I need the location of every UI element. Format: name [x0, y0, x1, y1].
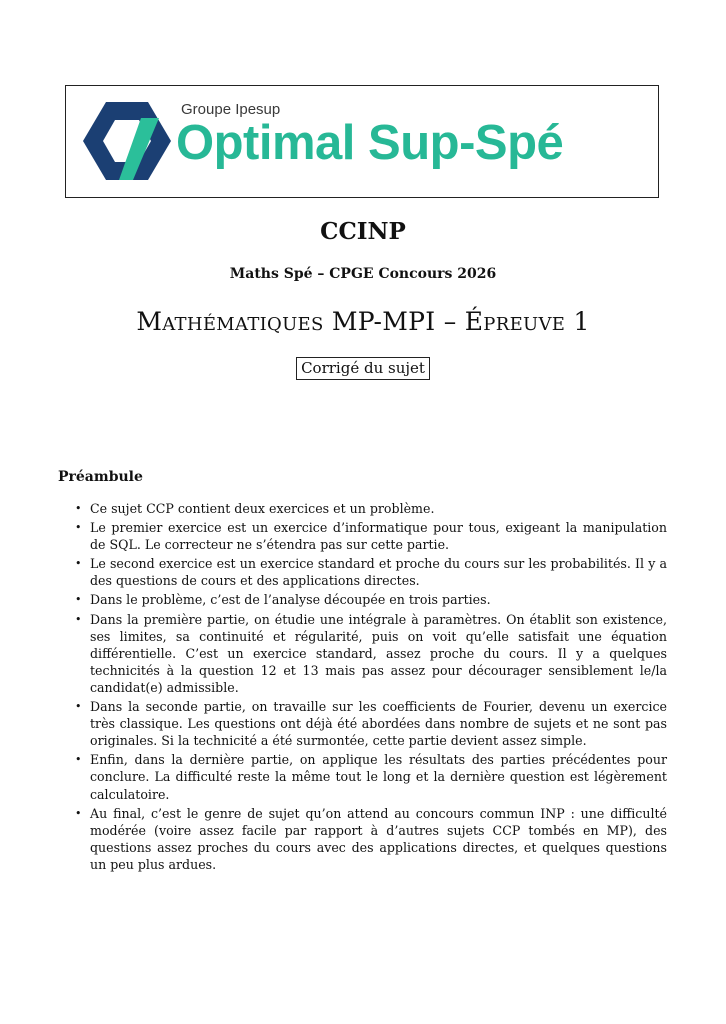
logo-banner: [65, 85, 659, 198]
logo-group-name: Groupe Ipesup: [181, 101, 281, 118]
logo-brand-name: Optimal Sup-Spé: [176, 116, 564, 170]
page-title: CCINP: [320, 218, 406, 245]
exam-title: Mathématiques MP-MPI – Épreuve 1: [136, 307, 590, 336]
list-item: • Ce sujet CCP contient deux exercices et un problème.: [73, 500, 667, 517]
list-item: • Dans le problème, c’est de l’analyse découpée en trois parties.: [73, 591, 667, 608]
hexagon-logo-icon: [81, 100, 173, 182]
page-subtitle: Maths Spé – CPGE Concours 2026: [229, 266, 497, 282]
preamble-heading: Préambule: [58, 469, 143, 485]
corrige-label: Corrigé du sujet: [296, 357, 430, 380]
list-item: • Dans la seconde partie, on travaille sur les coefficients de Fourier, devenu un exercice très classique. Les questions ont déjà été abordées dans nombre de sujets et ne sont pas originales. Si la technicité a été surmontée, cette partie devient assez simple.: [73, 698, 667, 749]
list-item: • Le premier exercice est un exercice d’informatique pour tous, exigeant la manipulation de SQL. Le correcteur ne s’étendra pas sur cette partie.: [73, 519, 667, 553]
list-item: • Au final, c’est le genre de sujet qu’on attend au concours commun INP : une difficulté modérée (voire assez facile par rapport à d’autres sujets CCP tombés en MP), des questions assez proches du cours avec des applications directes, et quelques questions un peu plus ardues.: [73, 805, 667, 873]
list-item: • Enfin, dans la dernière partie, on applique les résultats des parties précédentes pour conclure. La difficulté reste la même tout le long et la dernière question est légèrement calculatoire.: [73, 751, 667, 802]
list-item: • Le second exercice est un exercice standard et proche du cours sur les probabilités. Il y a des questions de cours et des applications directes.: [73, 555, 667, 589]
corrige-label-wrap: [0, 357, 726, 380]
preamble-list: [73, 500, 667, 875]
list-item: • Dans la première partie, on étudie une intégrale à paramètres. On établit son existence, ses limites, sa continuité et régularité, puis on voit qu’elle satisfait une équation différentielle. C’est un exercice standard, assez proche du cours. Il y a quelques technicités à la question 12 et 13 mais pas assez pour décourager sensiblement le/la candidat(e) admissible.: [73, 611, 667, 696]
